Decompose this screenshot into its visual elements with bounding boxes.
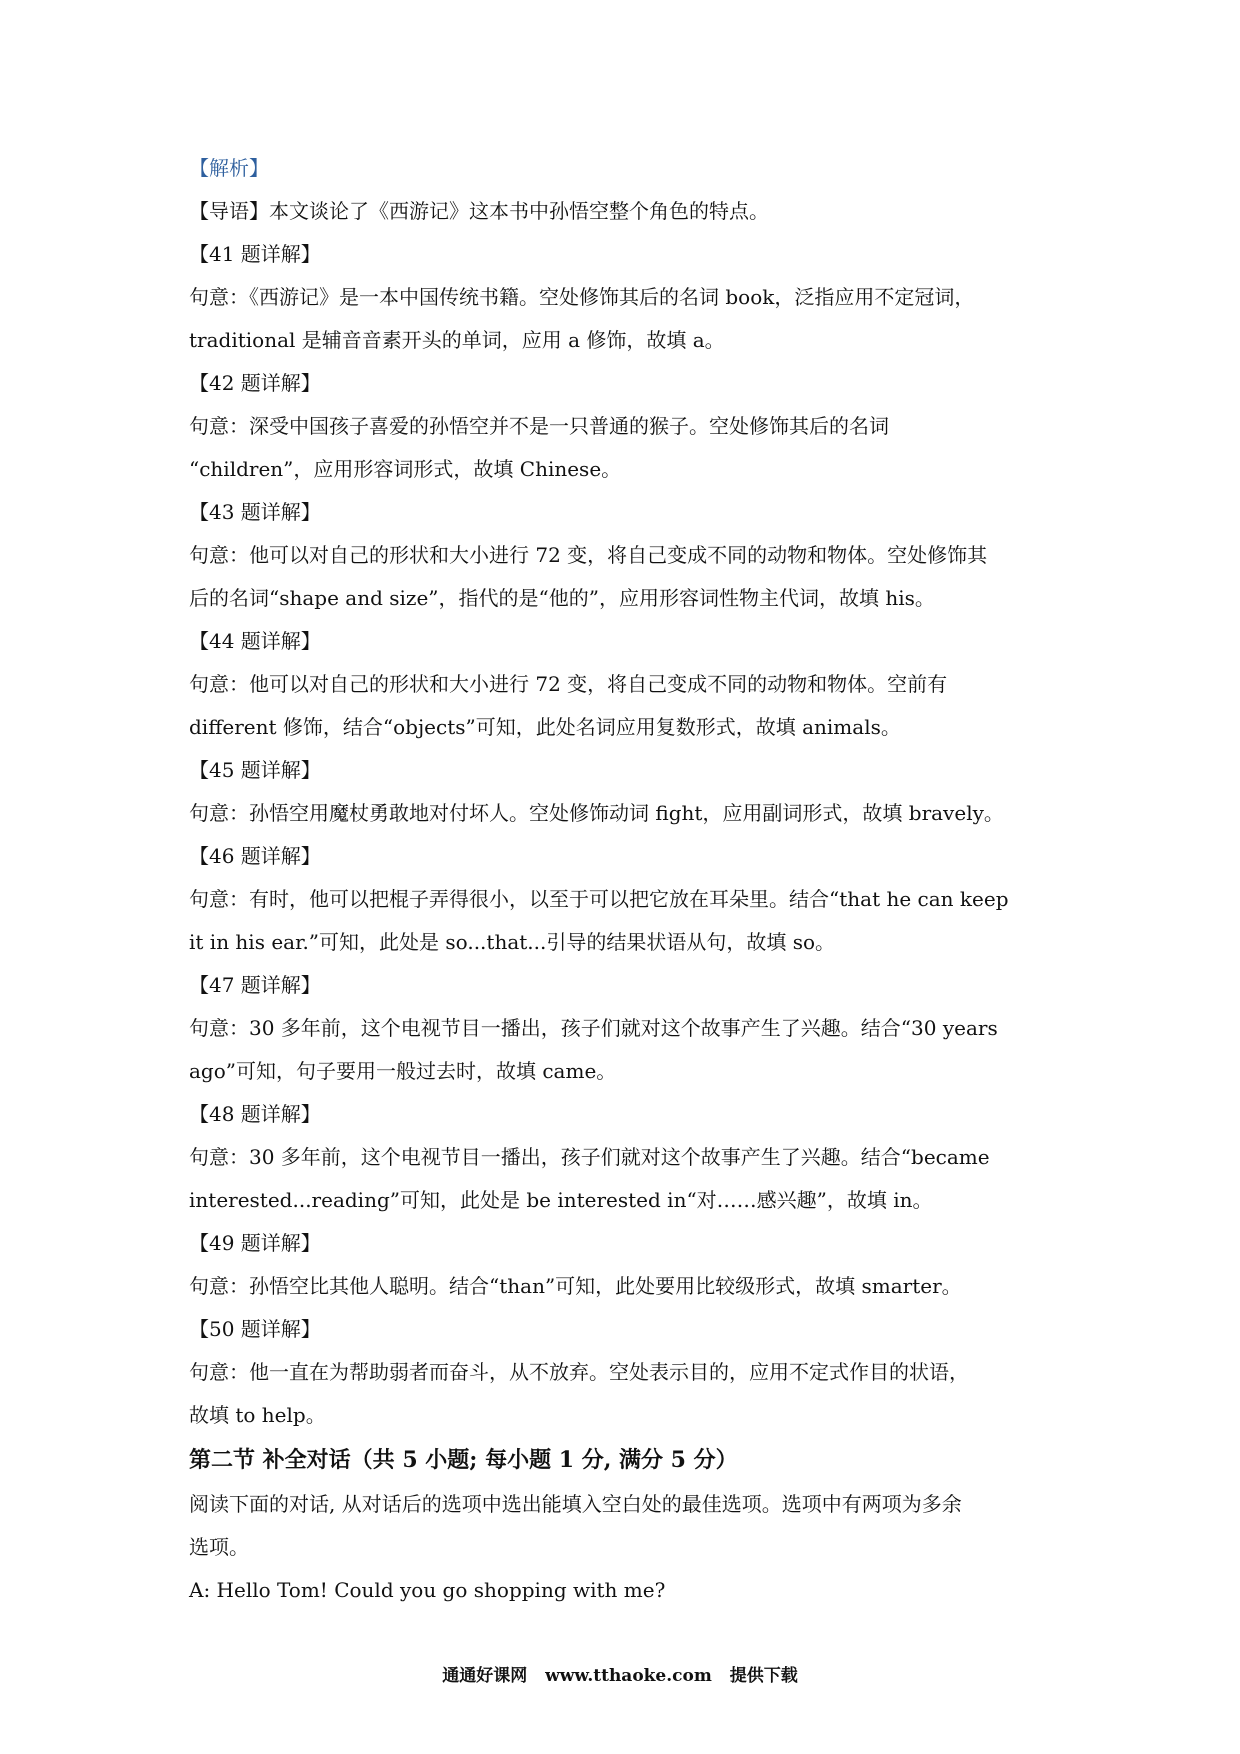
page-footer (0, 1661, 1240, 1686)
item-45 (189, 749, 1069, 835)
item-line: 句意：孙悟空用魔杖勇敢地对付坏人。空处修饰动词 fight，应用副词形式，故填 bravely。 (189, 801, 1004, 825)
item-line: 句意：孙悟空比其他人聪明。结合“than”可知，此处要用比较级形式，故填 smarter。 (189, 1274, 962, 1298)
page-content (189, 147, 1069, 1612)
item-line: 后的名词“shape and size”，指代的是“他的”，应用形容词性物主代词，故填 his。 (189, 586, 935, 610)
item-line: 故填 to help。 (189, 1403, 326, 1427)
item-line: 句意：30 多年前，这个电视节目一播出，孩子们就对这个故事产生了兴趣。结合“became (189, 1145, 990, 1169)
item-line: “children”，应用形容词形式，故填 Chinese。 (189, 457, 622, 481)
item-line: 句意：他可以对自己的形状和大小进行 72 变，将自己变成不同的动物和物体。空前有 (189, 672, 948, 696)
item-line: interested...reading”可知，此处是 be interested in“对……感兴趣”，故填 in。 (189, 1188, 933, 1212)
item-47 (189, 964, 1069, 1093)
item-line: traditional 是辅音音素开头的单词，应用 a 修饰，故填 a。 (189, 328, 725, 352)
item-title: 【47 题详解】 (189, 973, 321, 997)
item-title: 【45 题详解】 (189, 758, 321, 782)
item-41 (189, 233, 1069, 362)
item-44 (189, 620, 1069, 749)
item-title: 【42 题详解】 (189, 371, 321, 395)
item-title: 【44 题详解】 (189, 629, 321, 653)
item-50 (189, 1308, 1069, 1437)
item-line: 句意：《西游记》是一本中国传统书籍。空处修饰其后的名词 book，泛指应用不定冠词， (189, 285, 975, 309)
section-instruction: 选项。 (189, 1535, 249, 1559)
item-line: ago”可知，句子要用一般过去时，故填 came。 (189, 1059, 617, 1083)
dialog-line: A: Hello Tom! Could you go shopping with me? (189, 1578, 666, 1602)
item-line: 句意：深受中国孩子喜爱的孙悟空并不是一只普通的猴子。空处修饰其后的名词 (189, 414, 889, 438)
item-48 (189, 1093, 1069, 1222)
item-43 (189, 491, 1069, 620)
item-title: 【41 题详解】 (189, 242, 321, 266)
item-line: 句意：他可以对自己的形状和大小进行 72 变，将自己变成不同的动物和物体。空处修饰其 (189, 543, 988, 567)
item-line: it in his ear.”可知，此处是 so...that...引导的结果状语从句，故填 so。 (189, 930, 836, 954)
item-title: 【46 题详解】 (189, 844, 321, 868)
section-instruction: 阅读下面的对话, 从对话后的选项中选出能填入空白处的最佳选项。选项中有两项为多余 (189, 1492, 962, 1516)
item-title: 【48 题详解】 (189, 1102, 321, 1126)
item-line: 句意：30 多年前，这个电视节目一播出，孩子们就对这个故事产生了兴趣。结合“30 years (189, 1016, 998, 1040)
item-line: different 修饰，结合“objects”可知，此处名词应用复数形式，故填 animals。 (189, 715, 901, 739)
section-heading: 第二节 补全对话（共 5 小题; 每小题 1 分, 满分 5 分） (189, 1447, 738, 1473)
footer-suffix: 提供下载 (729, 1666, 798, 1686)
item-42 (189, 362, 1069, 491)
item-46 (189, 835, 1069, 964)
item-title: 【50 题详解】 (189, 1317, 321, 1341)
analysis-label: 【解析】 (189, 156, 269, 180)
item-line: 句意：他一直在为帮助弱者而奋斗，从不放弃。空处表示目的，应用不定式作目的状语， (189, 1360, 969, 1384)
footer-url[interactable]: www.tthaoke.com (545, 1666, 712, 1686)
analysis-intro: 【导语】本文谈论了《西游记》这本书中孙悟空整个角色的特点。 (189, 199, 769, 223)
item-line: 句意：有时，他可以把棍子弄得很小，以至于可以把它放在耳朵里。结合“that he can keep (189, 887, 1009, 911)
footer-site-name: 通通好课网 (442, 1666, 528, 1686)
item-49 (189, 1222, 1069, 1308)
item-title: 【43 题详解】 (189, 500, 321, 524)
item-title: 【49 题详解】 (189, 1231, 321, 1255)
